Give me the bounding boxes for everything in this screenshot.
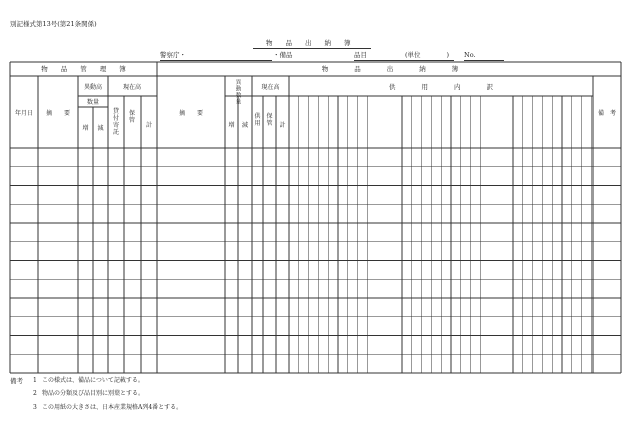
item-name-label: 品目: [354, 51, 367, 59]
issue-total-header: 計: [279, 122, 286, 129]
equipment-label: ・備品: [273, 51, 293, 59]
quantity-header: 数量: [86, 99, 100, 106]
issue-section-title: 物 品 出 納 簿: [321, 65, 459, 73]
police-dept-label: 警察庁・: [160, 51, 186, 59]
remarks-header: 備 考: [597, 110, 617, 117]
note-number: 1: [33, 377, 37, 384]
form-id: 別記様式第13号(第21条関係): [10, 20, 97, 28]
note-text: 物品の分類及び品目別に別葉とする。: [42, 390, 145, 397]
increase-header: 増: [82, 125, 89, 132]
custody-header: 保管: [128, 110, 136, 124]
total-header: 計: [145, 122, 153, 129]
number-label: No.: [464, 51, 476, 59]
form-title: 物 品 出 納 簿: [266, 39, 351, 47]
issue-custody-header: 保管: [266, 113, 273, 127]
notes-label: 備考: [10, 377, 23, 385]
current-header: 現在高: [122, 84, 142, 91]
date-header: 年月日: [14, 110, 34, 117]
note-number: 2: [33, 390, 37, 397]
note-number: 3: [33, 404, 37, 411]
change-header: 異動高: [83, 84, 103, 91]
issue-increase-header: 増: [228, 122, 235, 129]
note-text: この用紙の大きさは、日本産業規格A列4番とする。: [42, 404, 183, 411]
change-qty-header: 異動数量: [235, 80, 242, 106]
summary-header: 摘 要: [45, 110, 71, 117]
issue-current-header: 現在高: [261, 84, 280, 91]
management-section-title: 物 品 管 理 簿: [41, 65, 126, 73]
usage-detail-header: 供 用 内 訳: [389, 83, 493, 91]
decrease-header: 減: [97, 125, 104, 132]
note-text: この様式は、備品について記載する。: [42, 377, 144, 384]
issue-summary-header: 摘 要: [178, 110, 204, 117]
issue-decrease-header: 減: [241, 122, 249, 129]
unit-label: (単位 ): [405, 51, 450, 59]
loan-header: 貸付寄託: [112, 108, 120, 136]
usage-header: 供用: [254, 113, 261, 127]
